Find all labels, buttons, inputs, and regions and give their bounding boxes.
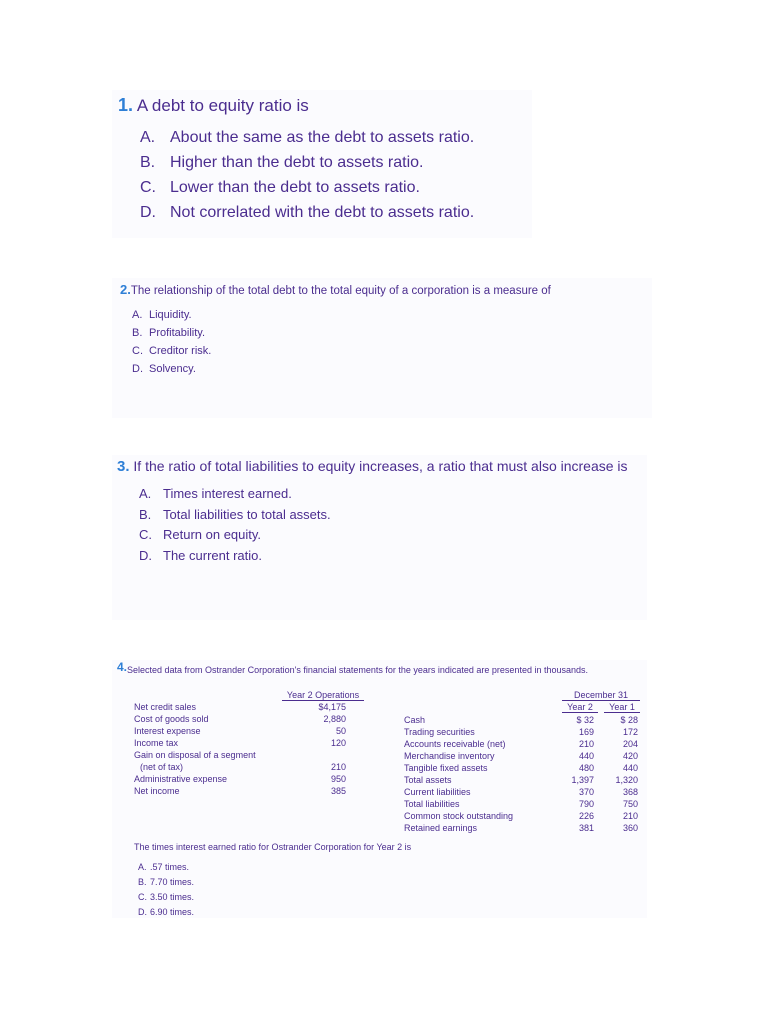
row-label: Administrative expense xyxy=(134,774,228,784)
balance-table xyxy=(404,690,644,840)
row-value: 120 xyxy=(330,738,346,748)
row-label: Common stock outstanding xyxy=(404,811,514,821)
option-letter: D. xyxy=(138,907,147,917)
question-1-text: A debt to equity ratio is xyxy=(136,96,309,115)
question-1-number: 1. xyxy=(118,95,134,115)
year-2-header: Year 2 xyxy=(562,702,598,713)
operations-header: Year 2 Operations xyxy=(282,690,364,701)
question-3-option-a[interactable] xyxy=(139,484,647,505)
question-4-option-b[interactable] xyxy=(138,875,194,890)
question-1-option-b[interactable] xyxy=(140,150,532,175)
row-value-year-1: 750 xyxy=(622,799,638,809)
question-1-options xyxy=(140,125,532,225)
question-2-text: The relationship of the total debt to the total equity of a corporation is a measure of xyxy=(130,285,551,297)
option-letter: C. xyxy=(139,527,152,542)
option-letter: B. xyxy=(140,154,156,171)
question-3-option-c[interactable] xyxy=(139,525,647,546)
row-value-year-2: 790 xyxy=(578,799,594,809)
option-text: About the same as the debt to assets ratio. xyxy=(170,129,475,146)
option-letter: C. xyxy=(132,345,143,357)
option-letter: D. xyxy=(140,204,156,221)
question-2-option-a[interactable] xyxy=(132,306,652,324)
year-1-header: Year 1 xyxy=(604,702,640,713)
question-4-option-d[interactable] xyxy=(138,905,194,920)
question-3-option-b[interactable] xyxy=(139,505,647,526)
row-label: Cost of goods sold xyxy=(134,714,209,724)
option-text: 7.70 times. xyxy=(150,877,195,887)
row-value-year-2: 169 xyxy=(578,727,594,737)
row-value-year-1: 204 xyxy=(622,739,638,749)
question-2 xyxy=(112,278,652,418)
option-text: Higher than the debt to assets ratio. xyxy=(170,154,424,171)
question-3-options xyxy=(139,484,647,566)
option-letter: A. xyxy=(140,129,156,146)
row-value: $4,175 xyxy=(318,702,346,712)
row-label: (net of tax) xyxy=(140,762,184,772)
row-label: Total assets xyxy=(404,775,452,785)
option-letter: D. xyxy=(132,363,143,375)
question-1-option-d[interactable] xyxy=(140,200,532,225)
option-text: Profitability. xyxy=(149,327,206,339)
question-4-text: Selected data from Ostrander Corporation's financial statements for the years indicated are presented in thousands. xyxy=(127,665,588,675)
option-letter: B. xyxy=(139,506,152,522)
row-value-year-1: 210 xyxy=(622,811,638,821)
row-value-year-1: 360 xyxy=(622,823,638,833)
row-value-year-2: 370 xyxy=(578,787,594,797)
row-label: Interest expense xyxy=(134,726,201,736)
option-text: Not correlated with the debt to assets ratio. xyxy=(170,204,475,221)
option-letter: C. xyxy=(138,892,147,902)
question-2-options xyxy=(132,306,652,378)
option-letter: A. xyxy=(138,862,147,872)
row-value: 950 xyxy=(330,774,346,784)
question-2-stem xyxy=(112,282,652,297)
question-4-prompt: The times interest earned ratio for Ostrander Corporation for Year 2 is xyxy=(134,842,412,852)
row-label: Trading securities xyxy=(404,727,475,737)
row-label: Cash xyxy=(404,715,426,725)
option-letter: A. xyxy=(132,309,143,321)
question-2-option-c[interactable] xyxy=(132,342,652,360)
row-value-year-2: 1,397 xyxy=(571,775,594,785)
question-3 xyxy=(112,455,647,620)
row-value-year-2: 210 xyxy=(578,739,594,749)
row-value-year-1: 368 xyxy=(622,787,638,797)
option-text: Times interest earned. xyxy=(163,486,292,501)
row-label: Total liabilities xyxy=(404,799,460,809)
row-value-year-2: 381 xyxy=(578,823,594,833)
question-2-option-b[interactable] xyxy=(132,324,652,342)
question-4-option-a[interactable] xyxy=(138,860,194,875)
row-value-year-1: 420 xyxy=(622,751,638,761)
option-text: The current ratio. xyxy=(163,547,262,563)
balance-header: December 31 xyxy=(562,690,640,701)
option-text: Lower than the debt to assets ratio. xyxy=(170,179,420,196)
option-letter: B. xyxy=(138,877,147,887)
option-letter: C. xyxy=(140,179,156,196)
question-3-option-d[interactable] xyxy=(139,546,647,567)
row-value-year-1: 1,320 xyxy=(615,775,638,785)
row-label: Gain on disposal of a segment xyxy=(134,750,256,760)
option-text: Total liabilities to total assets. xyxy=(163,506,331,522)
option-letter: A. xyxy=(139,486,152,501)
question-1-option-a[interactable] xyxy=(140,125,532,150)
row-value: 210 xyxy=(330,762,346,772)
row-label: Net credit sales xyxy=(134,702,197,712)
question-1 xyxy=(112,90,532,238)
row-value-year-2: $ 32 xyxy=(576,715,594,725)
row-label: Tangible fixed assets xyxy=(404,763,488,773)
row-value: 50 xyxy=(335,726,346,736)
row-value: 385 xyxy=(330,786,346,796)
option-text: Liquidity. xyxy=(149,309,192,321)
option-letter: B. xyxy=(132,327,143,339)
operations-table xyxy=(134,690,374,830)
row-value-year-2: 480 xyxy=(578,763,594,773)
option-text: Solvency. xyxy=(149,363,196,375)
row-value-year-1: 172 xyxy=(622,727,638,737)
question-1-stem xyxy=(112,95,532,116)
option-text: Creditor risk. xyxy=(149,345,212,357)
row-value-year-2: 226 xyxy=(578,811,594,821)
question-4-options xyxy=(138,860,194,920)
question-4-option-c[interactable] xyxy=(138,890,194,905)
question-3-number: 3. xyxy=(117,458,130,475)
row-label: Income tax xyxy=(134,738,179,748)
row-value-year-1: 440 xyxy=(622,763,638,773)
question-4 xyxy=(112,660,647,918)
row-label: Accounts receivable (net) xyxy=(404,739,506,749)
row-value: 2,880 xyxy=(323,714,346,724)
row-value-year-2: 440 xyxy=(578,751,594,761)
question-4-number: 4. xyxy=(117,660,128,674)
question-1-option-c[interactable] xyxy=(140,175,532,200)
row-value-year-1: $ 28 xyxy=(620,715,638,725)
question-4-stem xyxy=(112,660,647,675)
row-label: Net income xyxy=(134,786,180,796)
row-label: Merchandise inventory xyxy=(404,751,495,761)
option-text: Return on equity. xyxy=(163,527,262,542)
row-label: Retained earnings xyxy=(404,823,478,833)
row-label: Current liabilities xyxy=(404,787,471,797)
question-3-stem xyxy=(112,458,647,475)
option-letter: D. xyxy=(139,547,152,563)
option-text: 3.50 times. xyxy=(150,892,195,902)
option-text: .57 times. xyxy=(150,862,190,872)
question-3-text: If the ratio of total liabilities to equity increases, a ratio that must also increase is xyxy=(133,458,628,474)
question-2-number: 2. xyxy=(120,282,131,297)
option-text: 6.90 times. xyxy=(150,907,195,917)
question-2-option-d[interactable] xyxy=(132,360,652,378)
